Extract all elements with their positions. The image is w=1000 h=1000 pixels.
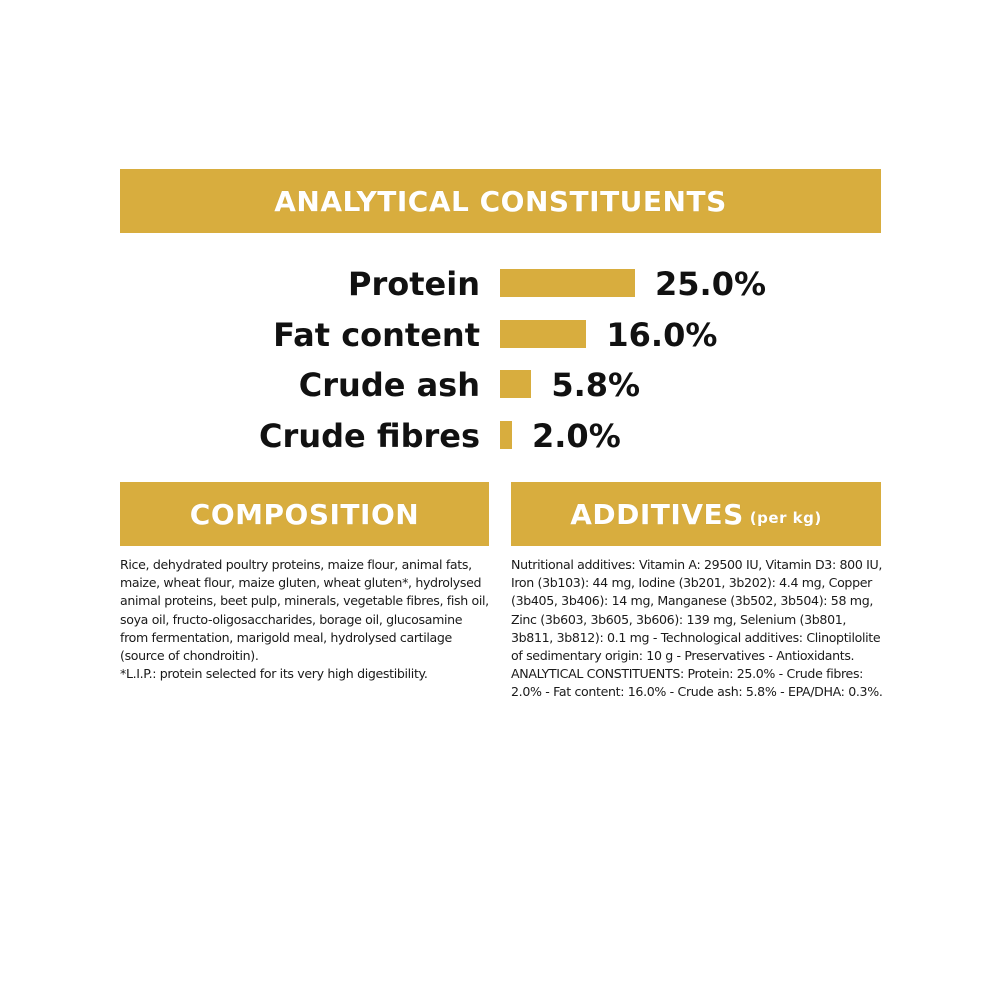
analytical-row-label: Protein	[348, 265, 480, 303]
additives-nutritional: Nutritional additives: Vitamin A: 29500 IU, Vitamin D3: 800 IU, Iron (3b103): 44 mg, Iodine (3b201, 3b202): 4.4 mg, Copper (3b405, 3b406): 14 mg, Manganese (3b502, 3b504): 58 mg, Zinc (3b603, 3b605, 3b606): 139 mg, Selenium (3b801, 3b811, 3b812): 0.1 mg - Technological additives: Clinoptilolite of sedimentary origin: 10 g - Preservatives - Antioxidants.	[511, 557, 883, 664]
additives-analytical-summary: ANALYTICAL CONSTITUENTS: Protein: 25.0% - Crude fibres: 2.0% - Fat content: 16.0% - Crude ash: 5.8% - EPA/DHA: 0.3%.	[511, 666, 883, 700]
composition-ingredients: Rice, dehydrated poultry proteins, maize flour, animal fats, maize, wheat flour, maize gluten, wheat gluten*, hydrolysed animal proteins, beet pulp, minerals, vegetable fibres, fish oil, soya oil, fructo-oligosaccharides, borage oil, glucosamine from fermentation, marigold meal, hydrolysed cartilage (source of chondroitin).	[120, 557, 489, 664]
composition-footnote: *L.I.P.: protein selected for its very high digestibility.	[120, 666, 428, 682]
analytical-row-value: 5.8%	[551, 366, 641, 404]
analytical-row	[120, 313, 881, 357]
analytical-row-bar	[500, 421, 512, 449]
analytical-row-value: 2.0%	[532, 416, 621, 455]
analytical-constituents-title: ANALYTICAL CONSTITUENTS	[274, 184, 727, 218]
analytical-row-label: Crude fibres	[259, 416, 480, 455]
analytical-row-bar	[500, 320, 586, 348]
analytical-row	[120, 414, 881, 458]
analytical-row	[120, 363, 881, 407]
analytical-row-label: Crude ash	[298, 366, 480, 404]
analytical-row-value: 16.0%	[606, 315, 718, 354]
analytical-row-bar	[500, 370, 531, 398]
analytical-row	[120, 262, 881, 306]
analytical-row-value: 25.0%	[655, 265, 767, 303]
composition-title: COMPOSITION	[189, 497, 420, 531]
composition-text-block	[120, 556, 492, 683]
analytical-constituents-banner	[120, 169, 881, 233]
additives-text-block	[511, 556, 883, 702]
additives-banner	[511, 482, 881, 546]
composition-banner	[120, 482, 489, 546]
additives-title: ADDITIVES	[570, 497, 744, 531]
analytical-row-bar	[500, 269, 635, 297]
additives-subtitle: (per kg)	[749, 509, 822, 527]
analytical-row-label: Fat content	[273, 315, 480, 354]
